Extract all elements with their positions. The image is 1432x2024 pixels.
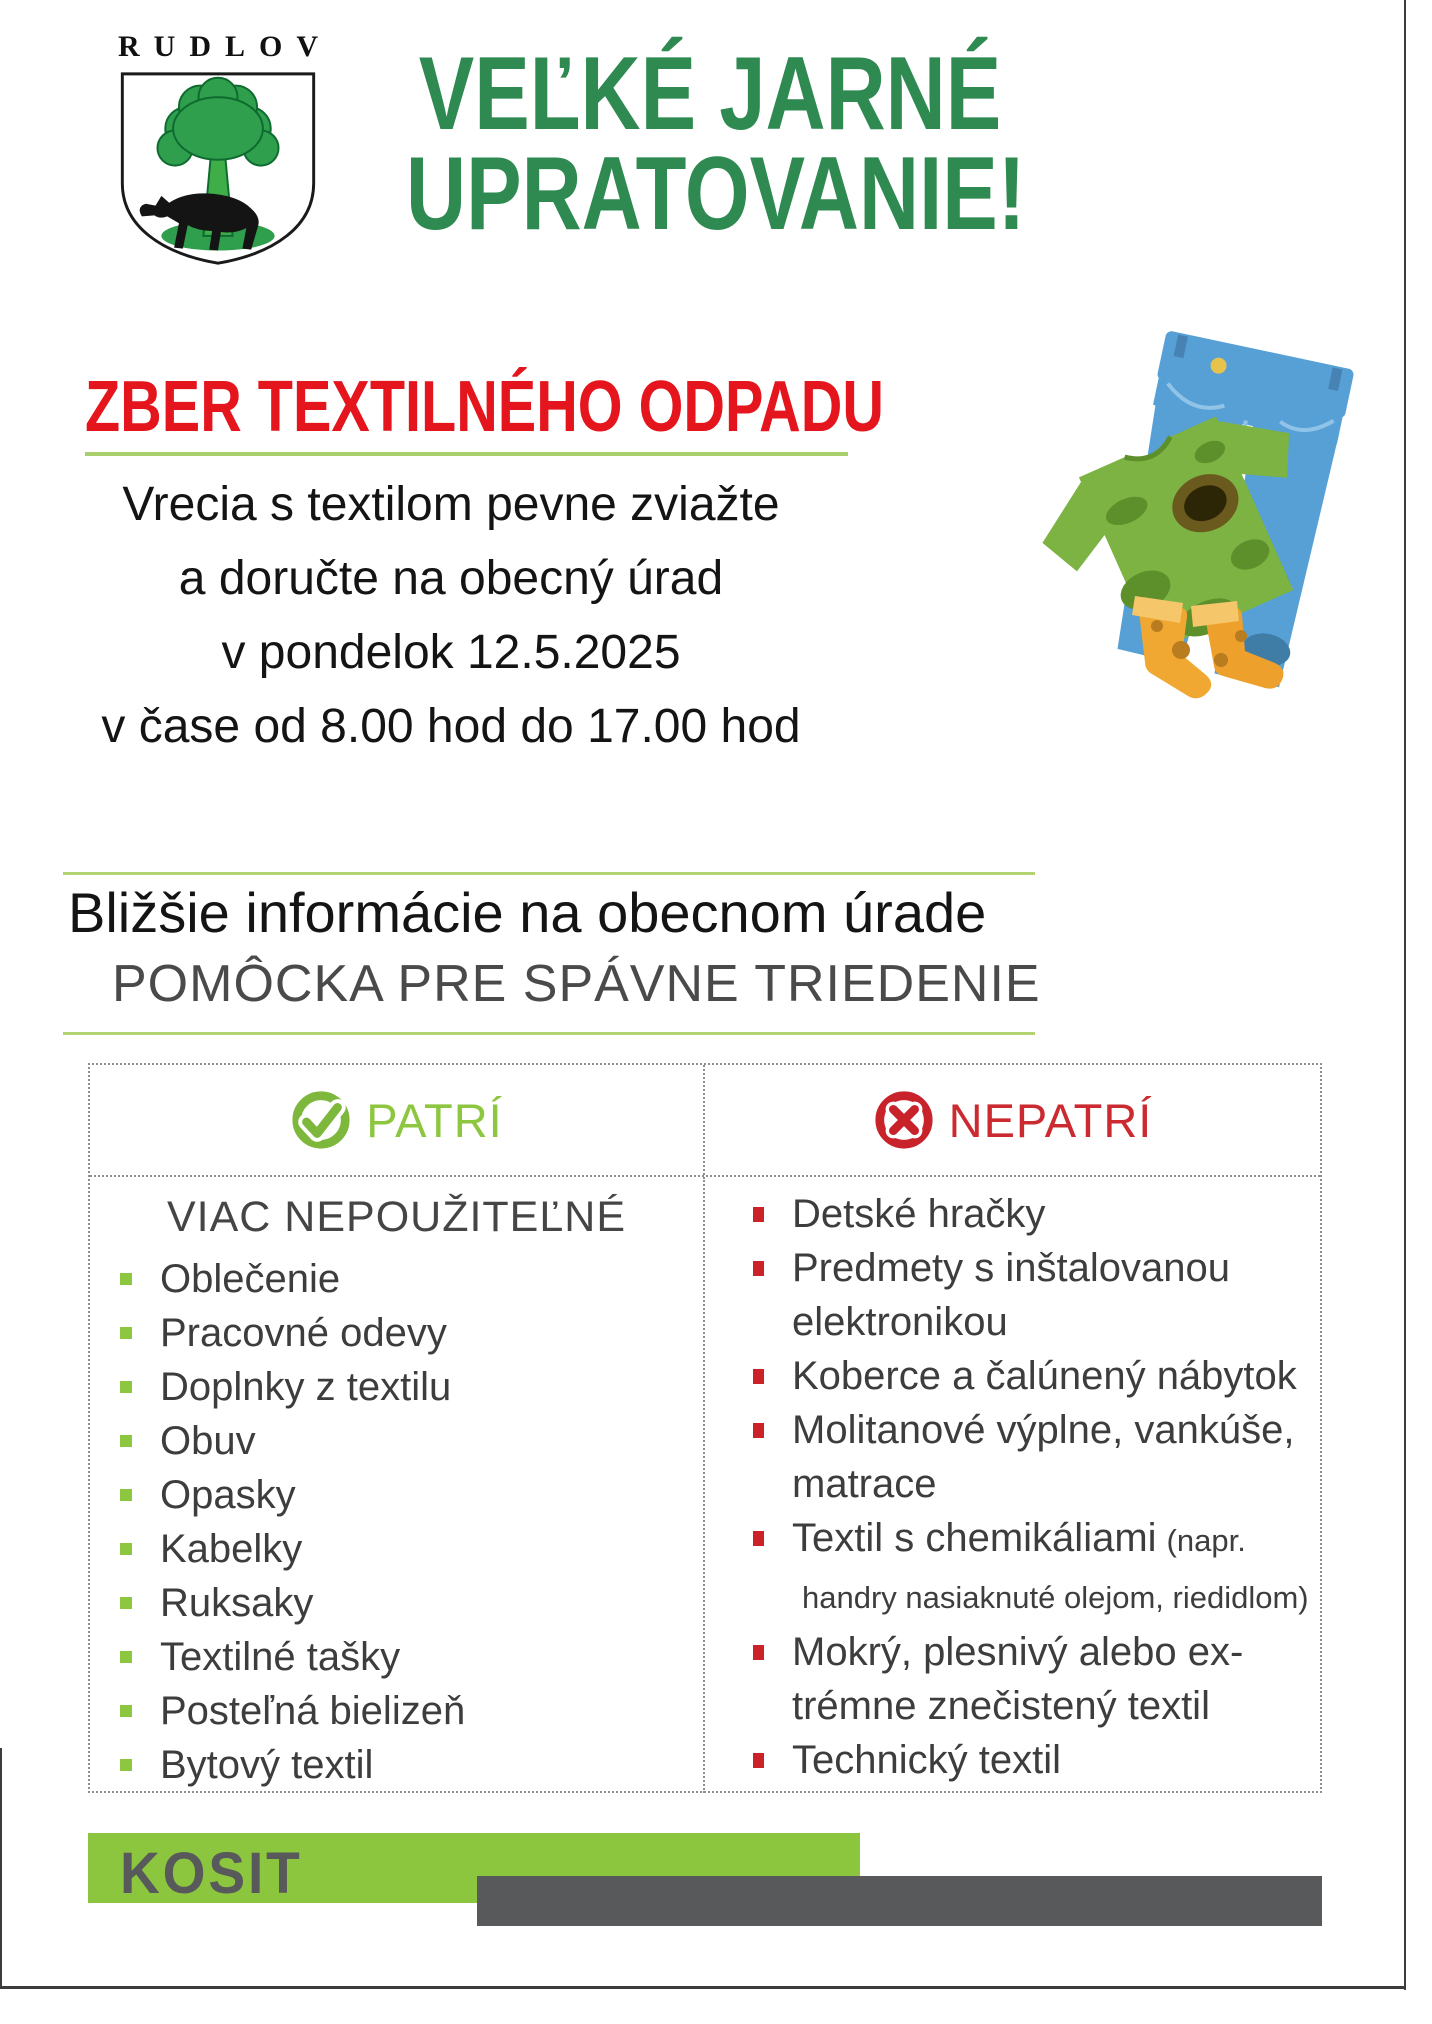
- list-item: [753, 1625, 1320, 1733]
- list-item: [753, 1187, 1320, 1241]
- crest-town-name: RUDLOV: [117, 30, 332, 63]
- bullet-square-icon: [753, 1207, 764, 1222]
- bullet-square-icon: [120, 1651, 132, 1663]
- kosit-logo: KOSIT: [120, 1841, 303, 1906]
- body-line: v čase od 8.00 hod do 17.00 hod: [101, 700, 801, 753]
- patri-subheader: VIAC NEPOUŽITEĽNÉ: [166, 1193, 627, 1241]
- dirty-clothes-illustration: [985, 320, 1425, 725]
- patri-header-label: PATRÍ: [366, 1093, 503, 1147]
- title-line-1: VEĽKÉ JARNÉ: [418, 36, 1002, 152]
- list-item: [120, 1630, 703, 1684]
- subtitle-underline: [85, 452, 848, 456]
- nepatri-header-label: NEPATRÍ: [948, 1093, 1153, 1147]
- list-item: [120, 1252, 703, 1306]
- body-line: a doručte na obecný úrad: [178, 552, 724, 605]
- bullet-square-icon: [753, 1423, 764, 1438]
- list-item: [120, 1576, 703, 1630]
- list-item: [120, 1738, 703, 1792]
- list-item-label: Ruksaky: [160, 1580, 314, 1625]
- subtitle-heading: ZBER TEXTILNÉHO ODPADU: [85, 367, 884, 447]
- page-edge-line: [1404, 0, 1406, 1990]
- list-item-label: Technický textil: [792, 1738, 1061, 1782]
- list-item-label: Textil s chemikáliami (napr. handry nasiaknuté olejom, riedidlom): [792, 1516, 1309, 1615]
- bullet-square-icon: [753, 1645, 764, 1660]
- page-edge-line: [0, 1748, 2, 1989]
- check-circle-icon: [290, 1089, 352, 1151]
- list-item: [753, 1511, 1320, 1625]
- list-item-label: Oblečenie: [160, 1256, 341, 1301]
- list-item-label: Predmety s inštalovanou elektronikou: [792, 1246, 1231, 1344]
- list-item-label: Kabelky: [160, 1526, 303, 1571]
- bullet-square-icon: [120, 1273, 132, 1285]
- list-item-note: handry nasiaknuté olejom, riedidlom): [802, 1580, 1309, 1615]
- list-item-label: Textilné tašky: [160, 1634, 401, 1679]
- divider-line: [63, 1032, 1035, 1035]
- bullet-square-icon: [120, 1489, 132, 1501]
- body-line: Vrecia s textilom pevne zviažte: [122, 478, 780, 531]
- bullet-square-icon: [120, 1543, 132, 1555]
- poster-title: [330, 36, 1090, 252]
- list-item: [753, 1349, 1320, 1403]
- list-item: [120, 1684, 703, 1738]
- bullet-square-icon: [120, 1759, 132, 1771]
- bullet-square-icon: [753, 1261, 764, 1276]
- list-item: [753, 1733, 1320, 1787]
- divider-line: [63, 872, 1035, 875]
- body-line: v pondelok 12.5.2025: [221, 626, 681, 679]
- kosit-gray-bar: [477, 1876, 1322, 1926]
- bullet-square-icon: [120, 1435, 132, 1447]
- list-item: [120, 1468, 703, 1522]
- list-item-label: Mokrý, plesnivý alebo ex- trémne znečistený textil: [792, 1630, 1244, 1728]
- title-line-2: UPRATOVANIE!: [406, 136, 1026, 252]
- list-item-label: Opasky: [160, 1472, 296, 1517]
- page-edge-line: [0, 1986, 1406, 1989]
- table-header-row: [90, 1065, 1320, 1177]
- crest-shield-icon: [108, 68, 328, 273]
- patri-header-cell: [90, 1065, 705, 1175]
- helper-heading: POMÔCKA PRE SPÁVNE TRIEDENIE: [112, 955, 1041, 1013]
- bullet-square-icon: [120, 1327, 132, 1339]
- nepatri-header-cell: [705, 1065, 1320, 1175]
- sorting-table: [88, 1063, 1322, 1793]
- list-item-label: Pracovné odevy: [160, 1310, 447, 1355]
- bullet-square-icon: [753, 1369, 764, 1384]
- list-item: [753, 1241, 1320, 1349]
- bullet-square-icon: [120, 1381, 132, 1393]
- bullet-square-icon: [120, 1597, 132, 1609]
- bullet-square-icon: [753, 1753, 764, 1768]
- list-item-label: Doplnky z textilu: [160, 1364, 452, 1409]
- list-item: [120, 1360, 703, 1414]
- list-item: [753, 1403, 1320, 1511]
- patri-cell: [90, 1177, 705, 1793]
- list-item-label: Posteľná bielizeň: [160, 1688, 466, 1733]
- list-item-label: Bytový textil: [160, 1742, 374, 1787]
- list-item-label: Detské hračky: [792, 1192, 1046, 1236]
- patri-list: [120, 1242, 703, 1792]
- municipal-crest: [88, 30, 348, 278]
- info-line: Bližšie informácie na obecnom úrade: [68, 881, 987, 944]
- list-item-label: Obuv: [160, 1418, 256, 1463]
- body-text: [55, 468, 847, 764]
- list-item: [120, 1414, 703, 1468]
- nepatri-list: [753, 1177, 1320, 1787]
- list-item-label: Koberce a čalúnený nábytok: [792, 1354, 1297, 1398]
- list-item: [120, 1306, 703, 1360]
- table-body-row: [90, 1177, 1320, 1793]
- x-circle-icon: [873, 1089, 935, 1151]
- list-item-label: Molitanové výplne, vankúše, matrace: [792, 1408, 1295, 1506]
- nepatri-cell: [705, 1177, 1320, 1793]
- bullet-square-icon: [753, 1531, 764, 1546]
- bullet-square-icon: [120, 1705, 132, 1717]
- list-item-note: (napr.: [1166, 1523, 1246, 1558]
- list-item: [120, 1522, 703, 1576]
